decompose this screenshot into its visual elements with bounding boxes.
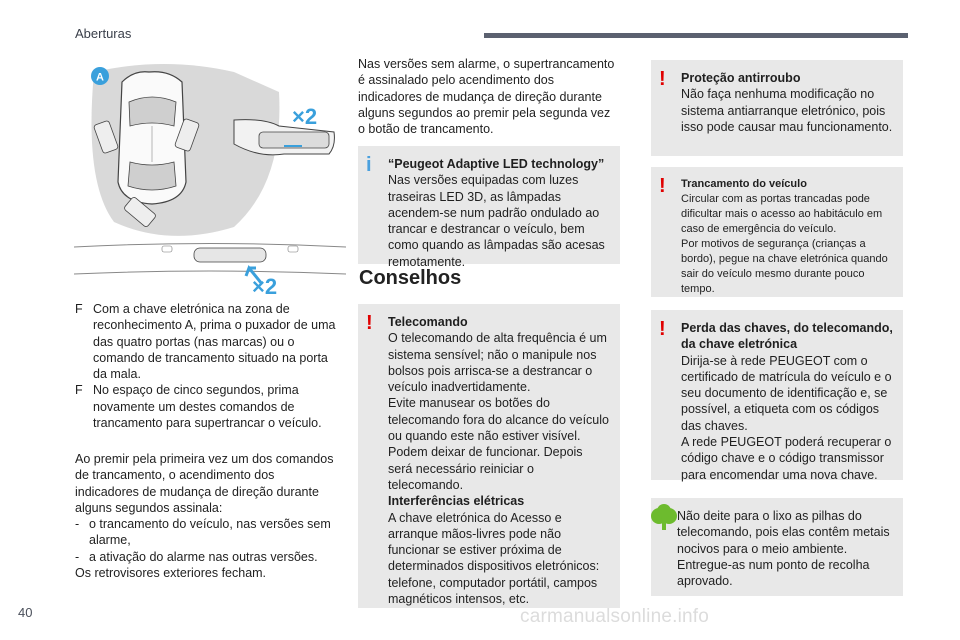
instructions — [75, 301, 340, 431]
warning-icon: ! — [659, 175, 666, 197]
warning-icon: ! — [659, 318, 666, 340]
tailgate-button — [194, 248, 266, 262]
header-bar — [484, 33, 908, 38]
bullet-item: F Com a chave eletrónica na zona de reconhecimento A, prima o puxador de uma das quatro portas (nas marcas) ou o comando de trancamento situado na porta da mala. — [75, 302, 336, 382]
leaf-icon — [649, 504, 679, 534]
keyless-lock-illustration — [74, 62, 346, 297]
indicator-explanation: Ao premir pela primeira vez um dos comandos de trancamento, o acendimento dos indicadores de mudança de direção durante alguns segundos assinala: - o trancamento do veículo, nas versões sem alarme, - a ativação do alarme nas outras versões. Os retrovisores exteriores fecham. — [75, 451, 340, 581]
warning-icon: ! — [659, 68, 666, 90]
page-number: 40 — [18, 605, 33, 620]
eco-box: Não deite para o lixo as pilhas do telecomando, pois elas contêm metais nocivos para o meio ambiente. Entregue-as num ponto de recolha aprovado. — [651, 498, 903, 596]
dash-item: - o trancamento do veículo, nas versões sem alarme, — [75, 517, 331, 548]
bullet-icon: F — [75, 302, 83, 316]
dash-item: - a ativação do alarme nas outras versões. — [75, 549, 318, 564]
press-twice-bottom: ×2 — [252, 274, 278, 297]
locking-box: ! Trancamento do veículo Circular com as portas trancadas pode dificultar mais o acesso ao habitáculo em caso de emergência do veículo. Por motivos de segurança (crianças a bordo), pegue na chave eletrónica quando sair do veículo mesmo durante pouco tempo. — [651, 167, 903, 297]
info-icon: i — [366, 154, 372, 176]
watermark: carmanualsonline.info — [520, 606, 710, 627]
supertrancamento-note: Nas versões sem alarme, o supertrancamento é assinalado pelo acendimento dos indicadores de mudança de direção durante alguns segundos ao premir pela segunda vez o botão de trancamento. — [358, 57, 615, 137]
info-box: i “Peugeot Adaptive LED technology” Nas versões equipadas com luzes traseiras LED 3D, as lâmpadas acendem-se num padrão ondulado ao trancar e destrancar o veículo, bem como quando as lâmpadas são acesas remotamente. — [358, 146, 620, 264]
remote-warning-box: ! Telecomando O telecomando de alta frequência é um sistema sensível; não o manipule nos bolsos pois arrisca-se a destrancar o veículo inadvertidamente. Evite manusear os botões do telecomando fora do alcance do veículo ou quando este não estiver visível. Podem deixar de funcionar. Depois será necessário reiniciar o telecomando. Interferências elétricas A chave eletrónica do Acesso e arranque mãos-livres pode não funcionar se estiver próxima de determinados dispositivos eletrónicos: telefone, computador portátil, campos magnéticos intensos, etc. — [358, 304, 620, 608]
press-twice-top: ×2 — [292, 104, 318, 129]
lost-keys-box: ! Perda das chaves, do telecomando, da chave eletrónica Dirija-se à rede PEUGEOT com o certificado de matrícula do veículo e o seu documento de identificação e, se possível, a etiqueta com os códigos das chaves. A rede PEUGEOT poderá recuperar o código chave e o código transmissor para encomendar uma nova chave. — [651, 310, 903, 480]
bullet-item: F No espaço de cinco segundos, prima novamente um destes comandos de trancamento para supertrancar o veículo. — [75, 383, 322, 431]
advice-heading: Conselhos — [359, 267, 462, 289]
section-title: Aberturas — [75, 26, 132, 41]
bullet-icon: F — [75, 383, 83, 398]
warning-icon: ! — [366, 312, 373, 334]
antitheft-box: ! Proteção antirroubo Não faça nenhuma modificação no sistema antiarranque eletrónico, pois isso pode causar mau funcionamento. — [651, 60, 903, 156]
zone-a-label: A — [96, 71, 104, 84]
